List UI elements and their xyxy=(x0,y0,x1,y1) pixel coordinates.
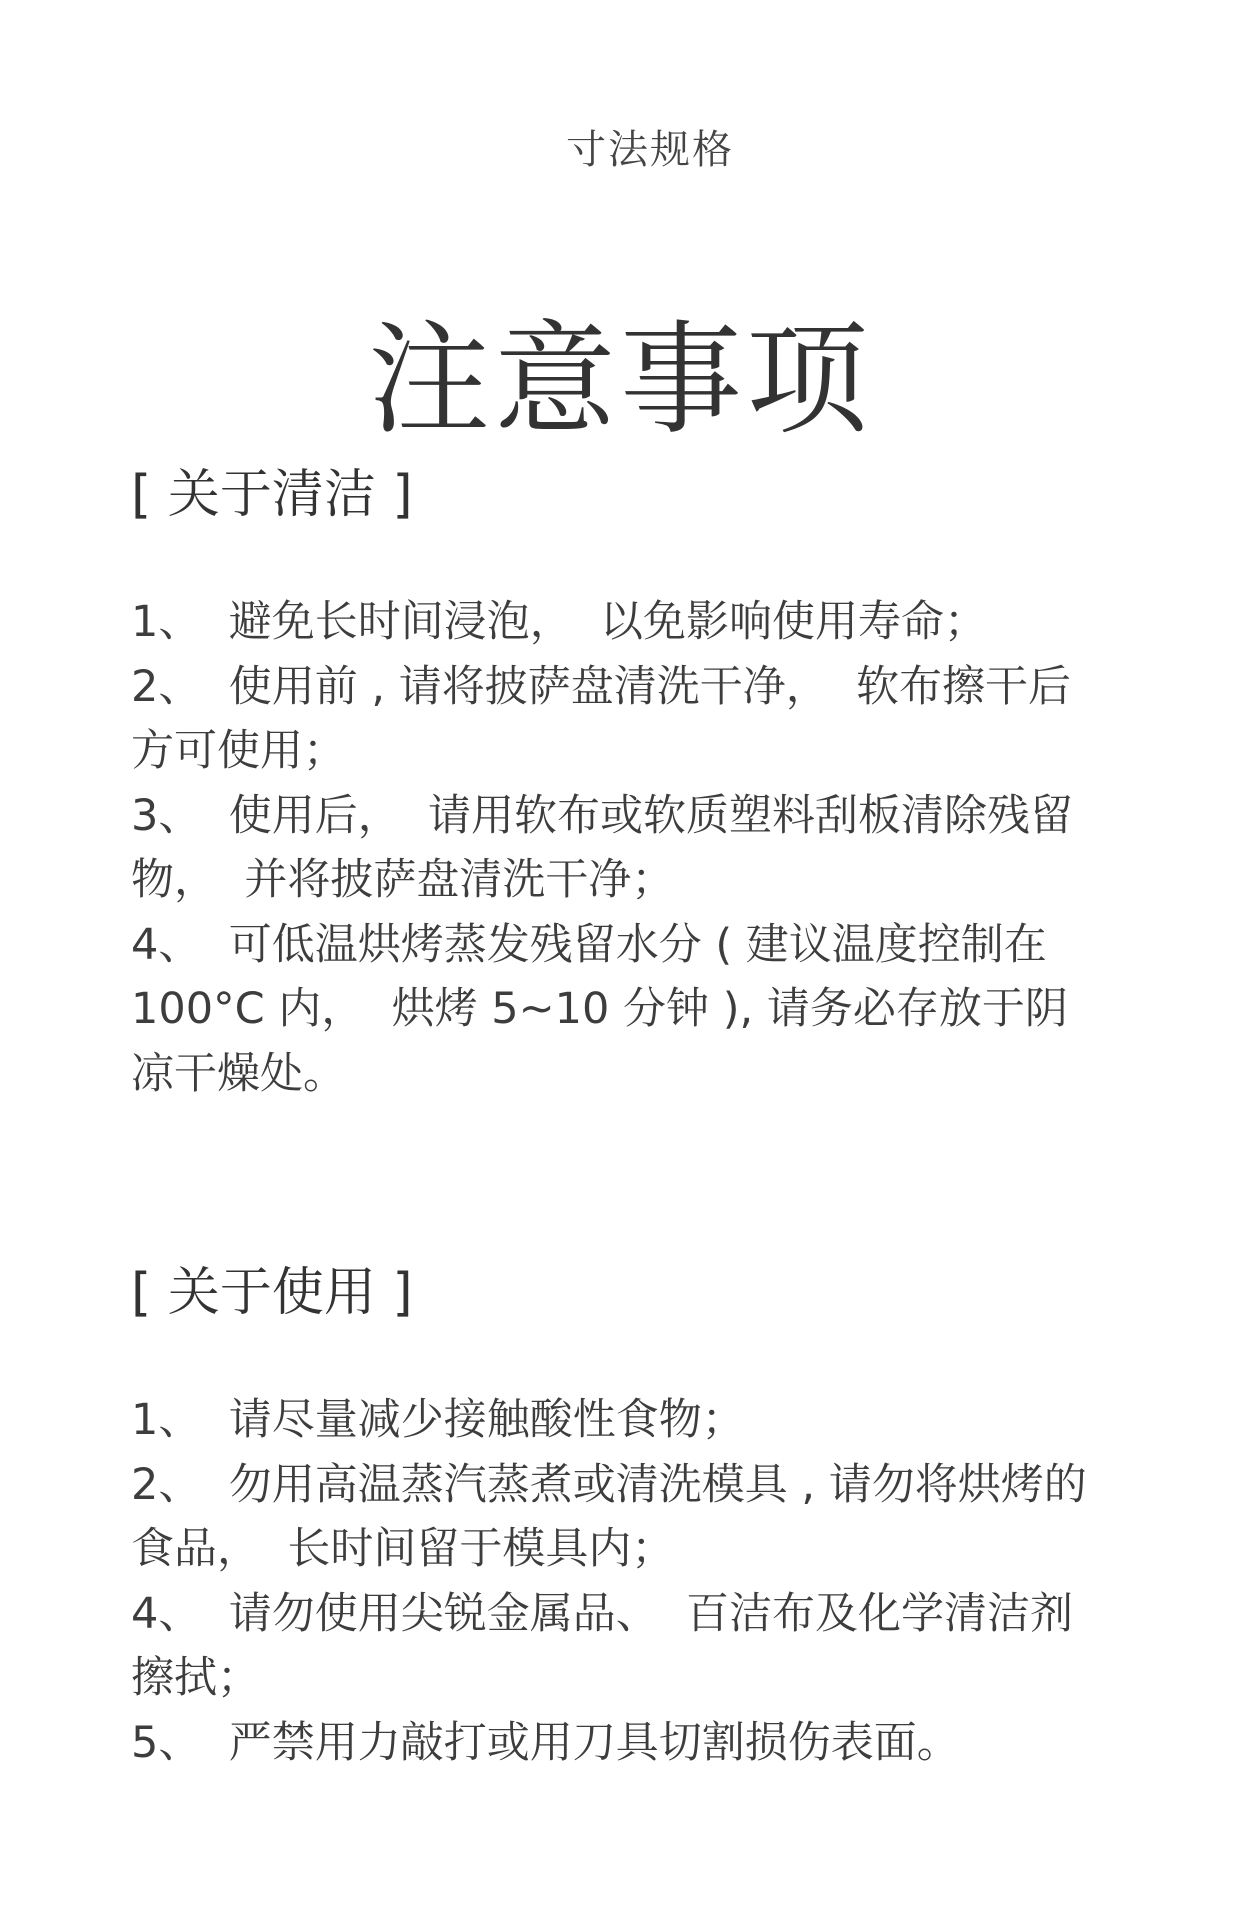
cleaning-instructions-list xyxy=(131,590,1131,1106)
usage-section xyxy=(131,1258,1131,1775)
list-item: 5、 严禁用力敲打或用刀具切割损伤表面。 xyxy=(131,1717,960,1768)
list-item: 2、 使用前 , 请将披萨盘清洗干净， 软布擦干后方可使用； xyxy=(131,661,1072,776)
usage-instructions-list xyxy=(131,1388,1131,1775)
list-item: 1、 避免长时间浸泡， 以免影响使用寿命； xyxy=(131,597,988,647)
page-title: 注意事项 xyxy=(368,308,872,451)
list-item: 3、 使用后， 请用软布或软质塑料刮板清除残留物， 并将披萨盘清洗干净； xyxy=(131,790,1074,905)
page-subtitle: 寸法规格 xyxy=(566,127,734,173)
list-item: 1、 请尽量减少接触酸性食物； xyxy=(131,1395,745,1445)
list-item: 4、 请勿使用尖锐金属品、 百洁布及化学清洁剂 擦拭； xyxy=(131,1588,1101,1703)
usage-section-heading: [ 关于使用 ] xyxy=(131,1263,413,1323)
list-item: 4、 可低温烘烤蒸发残留水分 ( 建议温度控制在 100°C 内， 烘烤 5~10 分钟 ), 请务必存放于阴凉干燥处。 xyxy=(131,919,1068,1099)
cleaning-section-heading: [ 关于清洁 ] xyxy=(131,465,413,525)
list-item: 2、 勿用高温蒸汽蒸煮或清洗模具 , 请勿将烘烤的食品， 长时间留于模具内； xyxy=(131,1459,1087,1574)
cleaning-section xyxy=(131,460,1131,1106)
